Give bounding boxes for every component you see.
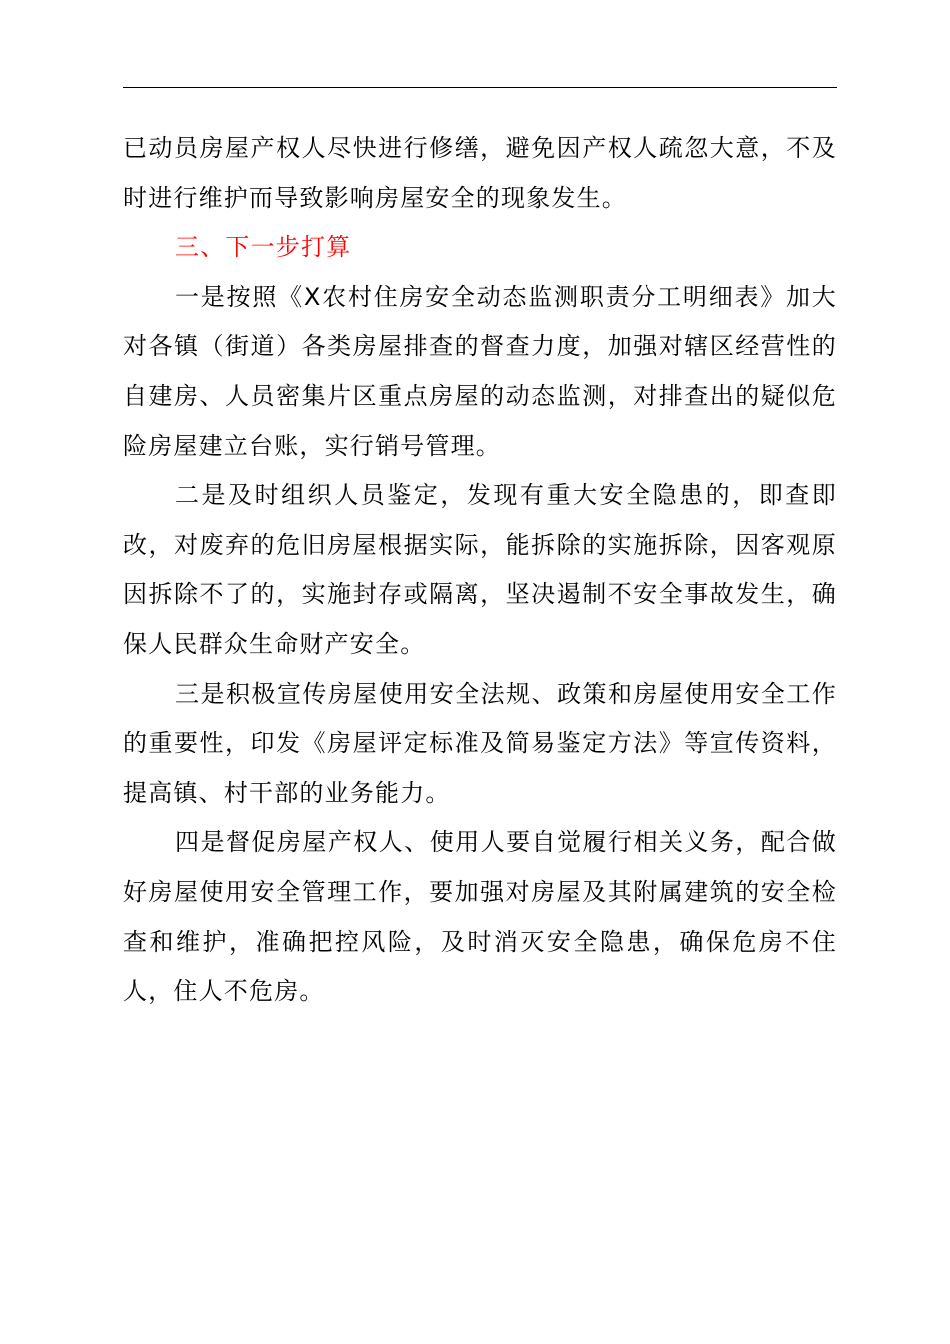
header-rule (123, 87, 837, 88)
section-heading: 三、下一步打算 (175, 233, 352, 262)
paragraph-continuation: 已动员房屋产权人尽快进行修缮，避免因产权人疏忽大意，不及时进行维护而导致影响房屋安全的现象发生。 (123, 134, 837, 212)
paragraph-item-3: 三是积极宣传房屋使用安全法规、政策和房屋使用安全工作的重要性，印发《房屋评定标准及简易鉴定方法》等宣传资料，提高镇、村干部的业务能力。 (123, 679, 837, 807)
document-body (123, 124, 837, 1017)
paragraph-item-2: 二是及时组织人员鉴定，发现有重大安全隐患的，即查即改，对废弃的危旧房屋根据实际，能拆除的实施拆除，因客观原因拆除不了的，实施封存或隔离，坚决遏制不安全事故发生，确保人民群众生命财产安全。 (123, 481, 837, 658)
paragraph-item-1: 一是按照《X农村住房安全动态监测职责分工明细表》加大对各镇（街道）各类房屋排查的督查力度，加强对辖区经营性的自建房、人员密集片区重点房屋的动态监测，对排查出的疑似危险房屋建立台账，实行销号管理。 (123, 282, 837, 460)
paragraph-item-4: 四是督促房屋产权人、使用人要自觉履行相关义务，配合做好房屋使用安全管理工作，要加强对房屋及其附属建筑的安全检查和维护，准确把控风险，及时消灭安全隐患，确保危房不住人，住人不危房。 (123, 828, 837, 1006)
